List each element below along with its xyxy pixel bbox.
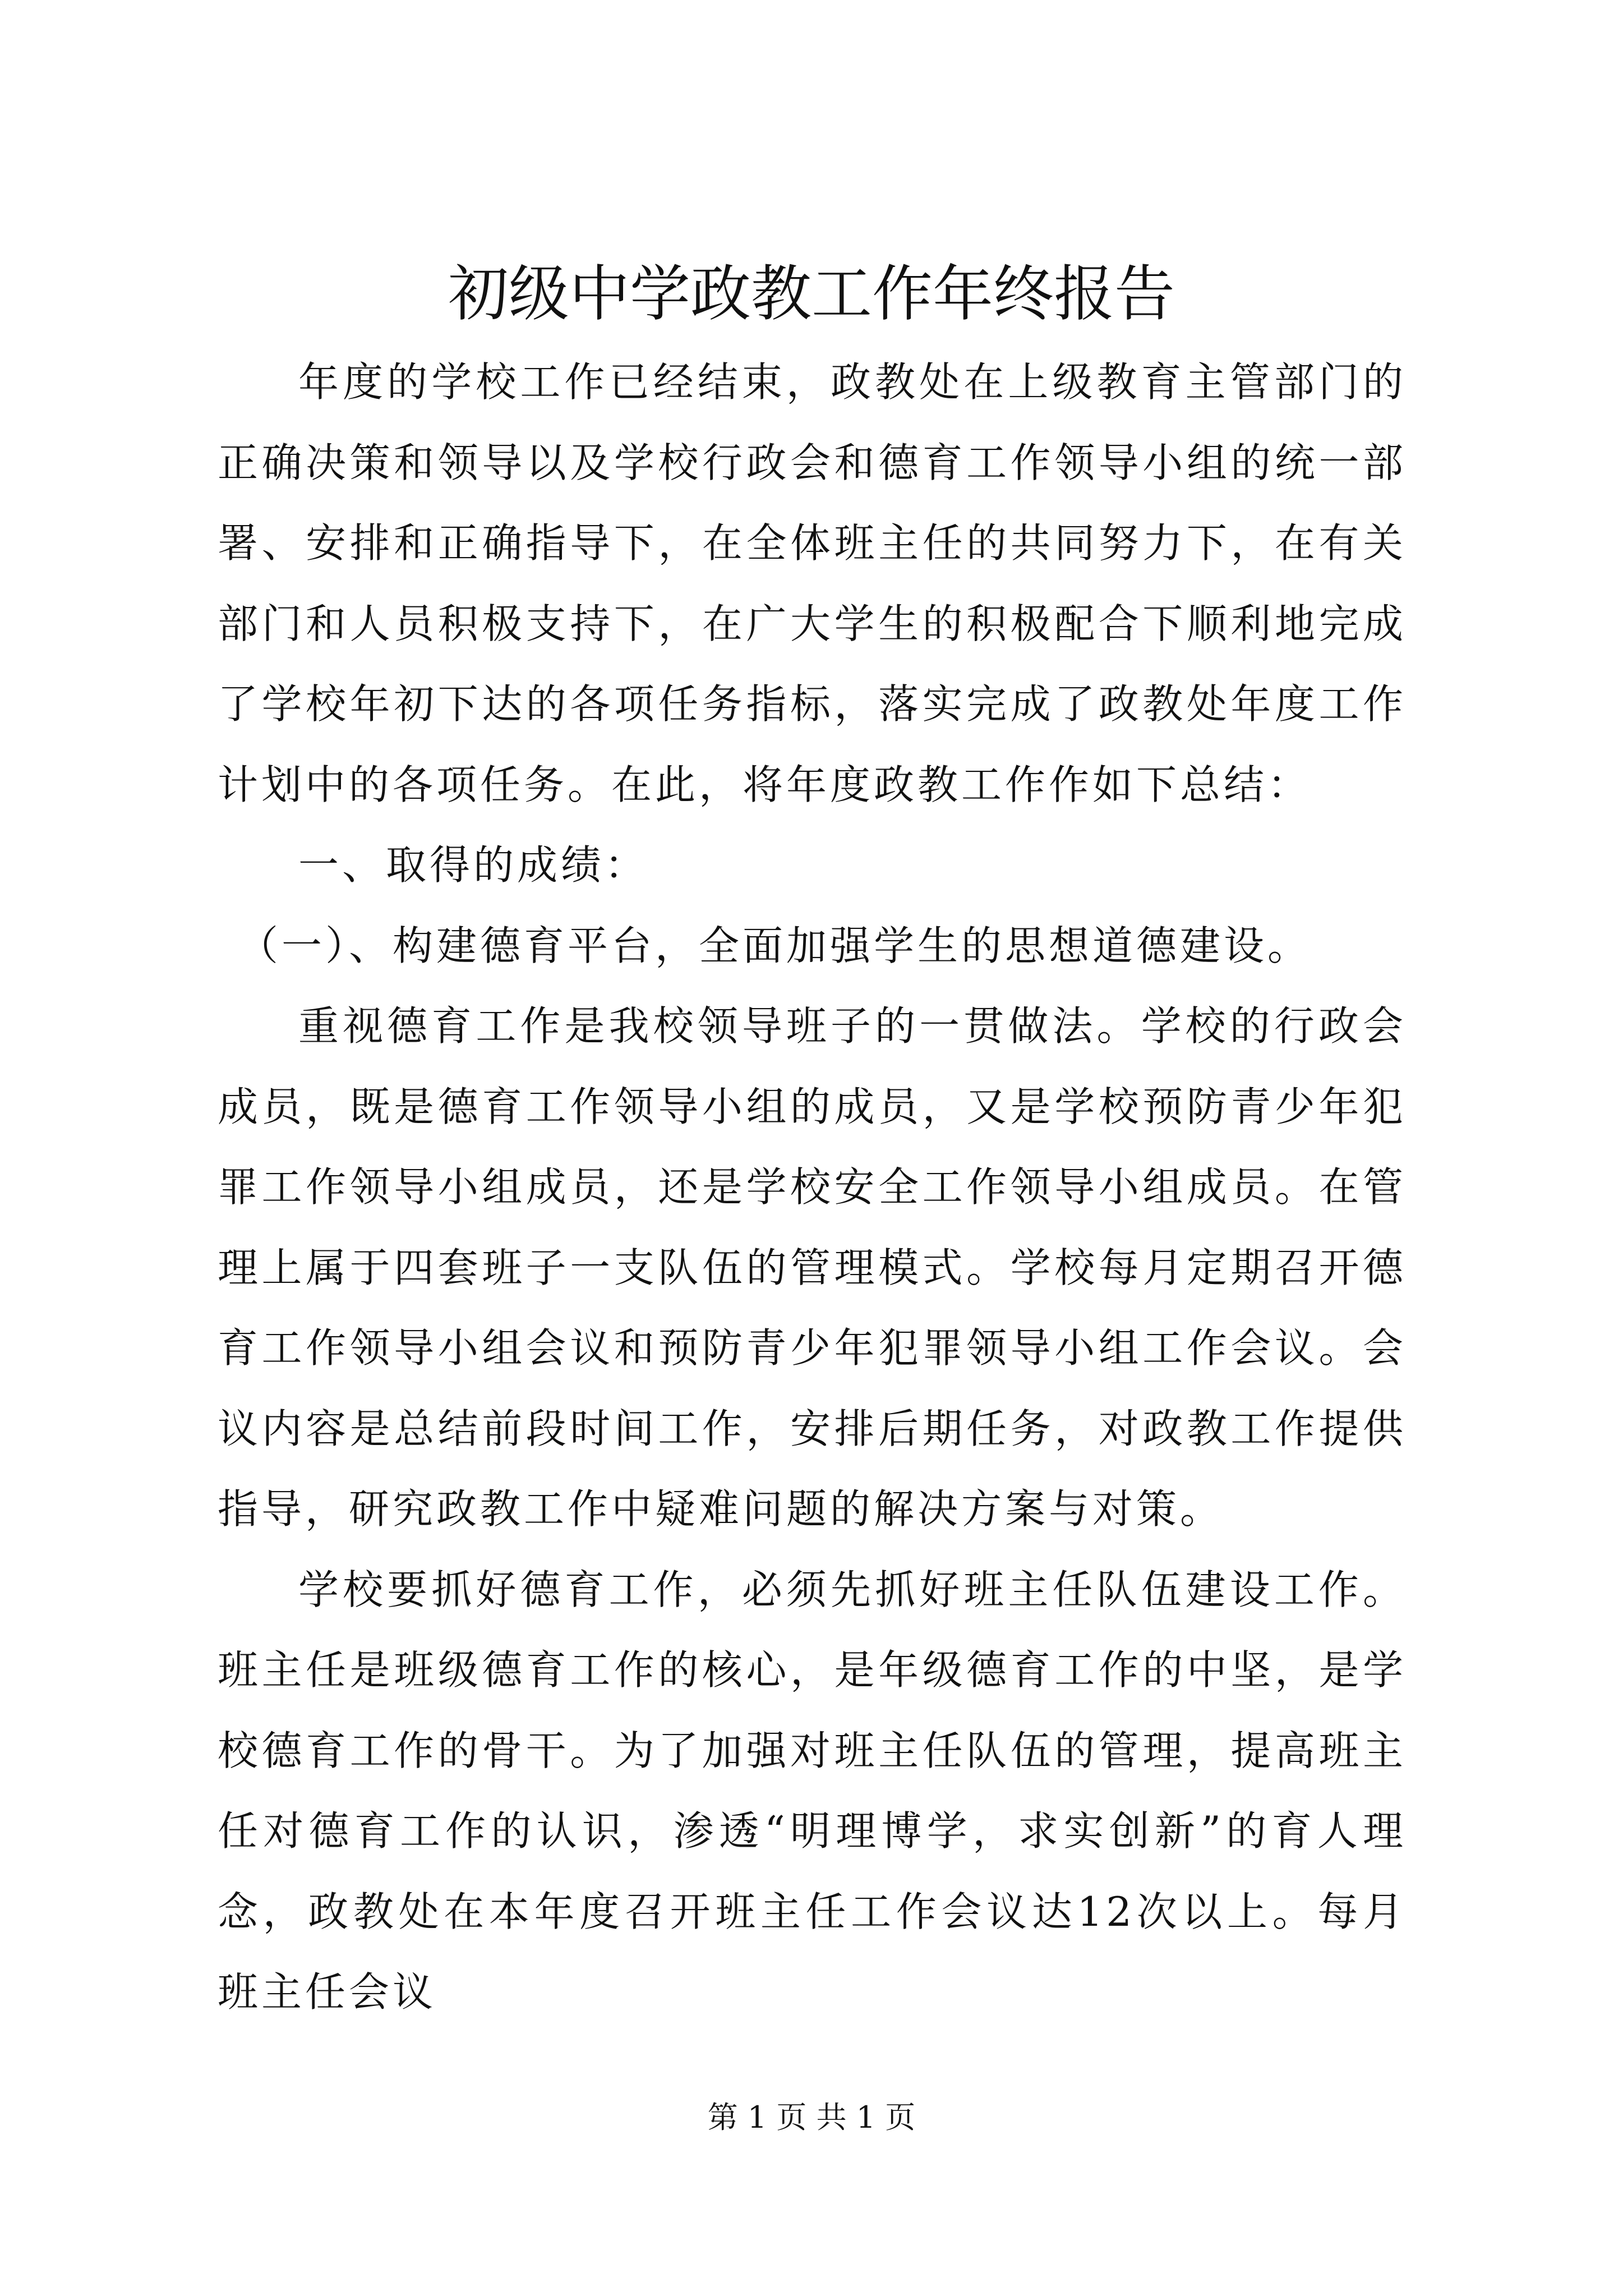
paragraph-head-teachers: 学校要抓好德育工作，必须先抓好班主任队伍建设工作。班主任是班级德育工作的核心，是年级德育工作的中坚，是学校德育工作的骨干。为了加强对班主任队伍的管理，提高班主任对德育工作的认识，渗透“明理博学，求实创新”的育人理念，政教处在本年度召开班主任工作会议达12次以上。每月班主任会议 [218,1566,1407,2016]
paragraph-intro: 年度的学校工作已经结束，政教处在上级教育主管部门的正确决策和领导以及学校行政会和德育工作领导小组的统一部署、安排和正确指导下，在全体班主任的共同努力下，在有关部门和人员积极支持下，在广大学生的积极配合下顺利地完成了学校年初下达的各项任务指标，落实完成了政教处年度工作计划中的各项任务。在此，将年度政教工作作如下总结： [218,358,1407,808]
document-body [218,342,1407,2033]
paragraph-leadership: 重视德育工作是我校领导班子的一贯做法。学校的行政会成员，既是德育工作领导小组的成员，又是学校预防青少年犯罪工作领导小组成员，还是学校安全工作领导小组成员。在管理上属于四套班子一支队伍的管理模式。学校每月定期召开德育工作领导小组会议和预防青少年犯罪领导小组工作会议。会议内容是总结前段时间工作，安排后期任务，对政教工作提供指导，研究政教工作中疑难问题的解决方案与对策。 [218,1002,1407,1533]
section-heading-achievements: 一、取得的成绩： [298,841,649,889]
page-number-footer: 第 1 页 共 1 页 [707,2100,916,2135]
subsection-heading-moral-education: （一）、构建德育平台，全面加强学生的思想道德建设。 [238,922,1312,969]
document-title: 初级中学政教工作年终报告 [448,259,1175,329]
